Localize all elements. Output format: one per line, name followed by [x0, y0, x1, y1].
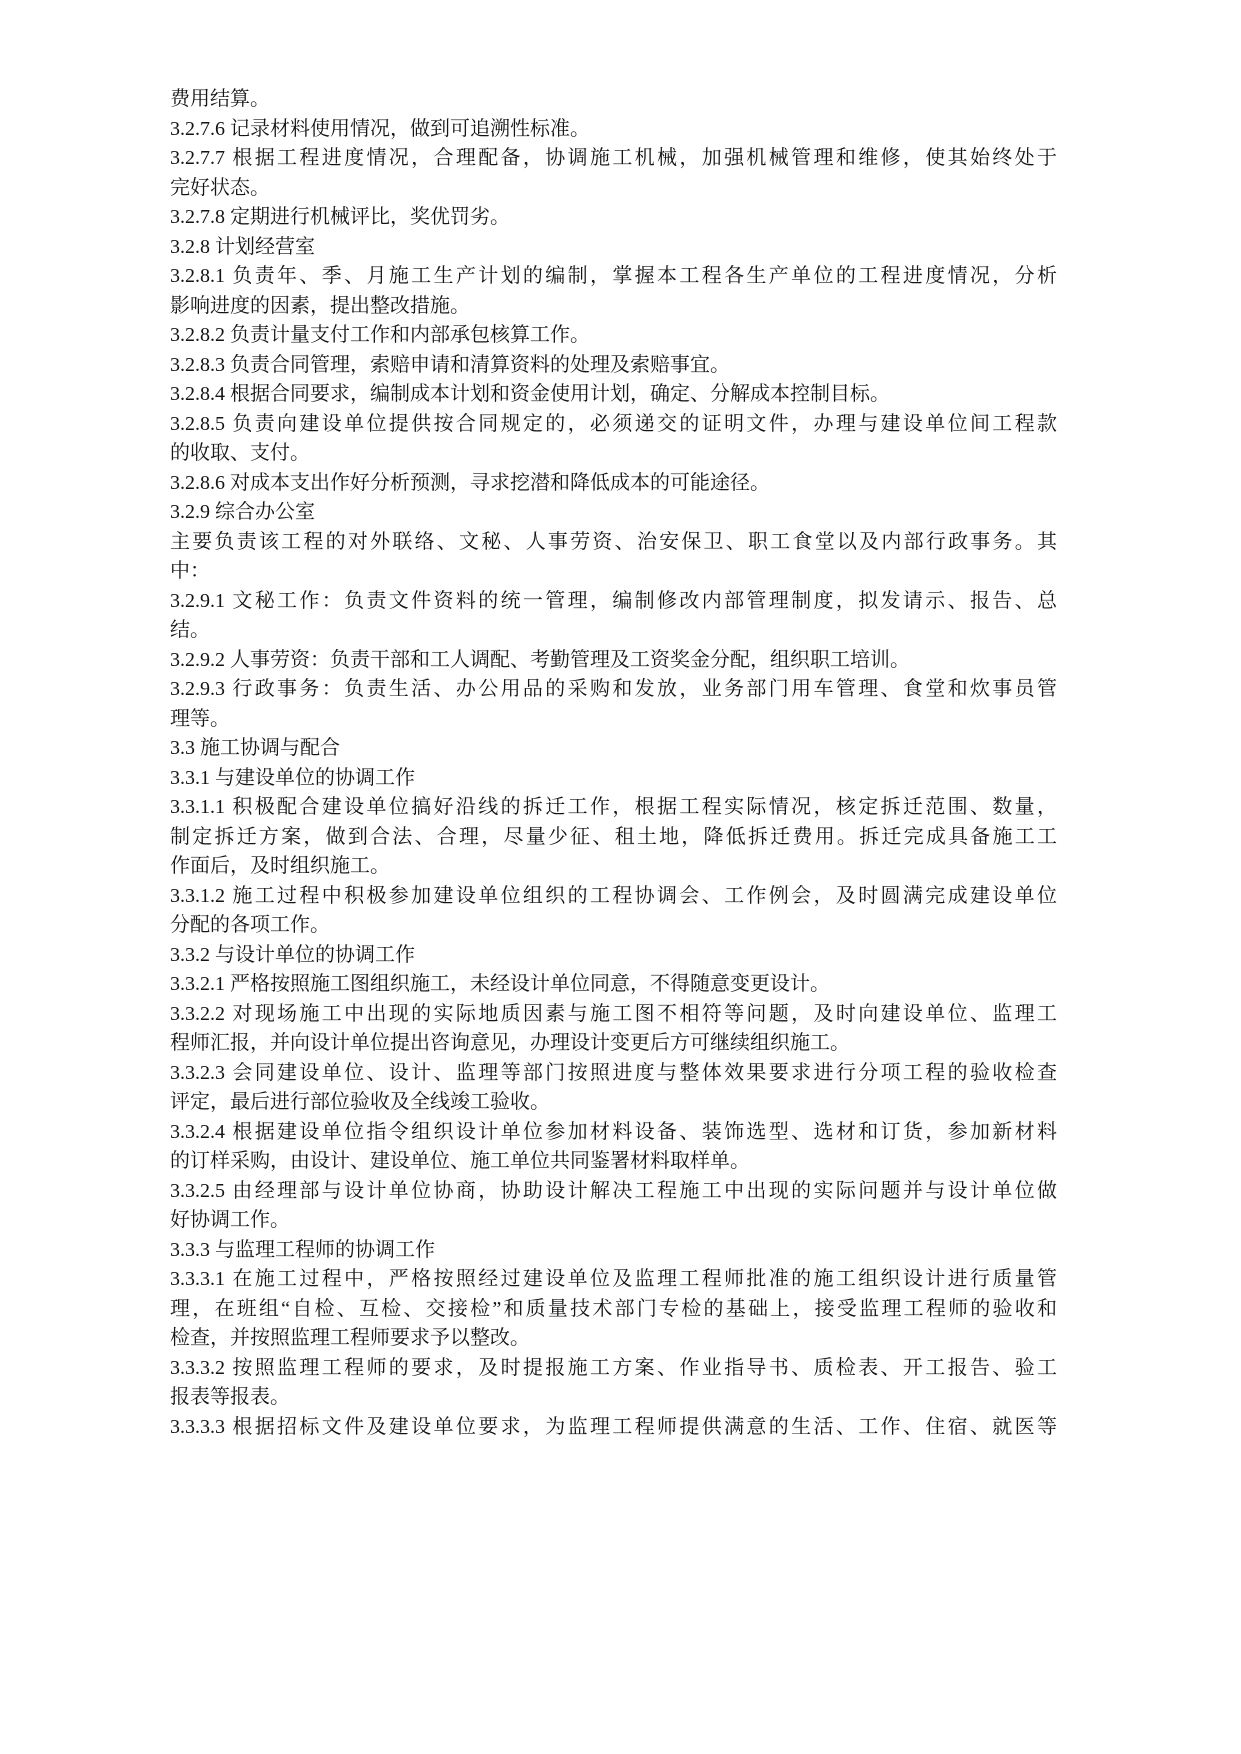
text-line: 3.2.8.1 负责年、季、月施工生产计划的编制，掌握本工程各生产单位的工程进度情况，分析	[170, 265, 1057, 287]
text-line: 3.2.9.3 行政事务：负责生活、办公用品的采购和发放，业务部门用车管理、食堂和炊事员管	[170, 678, 1057, 700]
section-heading: 3.2.9 综合办公室	[170, 501, 315, 523]
text-line: 3.2.8.2 负责计量支付工作和内部承包核算工作。	[170, 324, 590, 346]
section-heading: 3.2.8 计划经营室	[170, 235, 315, 258]
text-line: 检查，并按照监理工程师要求予以整改。	[170, 1327, 530, 1349]
text-line: 费用结算。	[170, 88, 270, 110]
text-line: 影响进度的因素，提出整改措施。	[170, 294, 470, 317]
text-line: 报表等报表。	[170, 1386, 290, 1408]
text-line: 3.3.1.2 施工过程中积极参加建设单位组织的工程协调会、工作例会，及时圆满完成建设单位	[170, 884, 1057, 907]
text-line: 作面后，及时组织施工。	[170, 855, 390, 877]
section-heading: 3.3 施工协调与配合	[170, 737, 340, 759]
text-line: 完好状态。	[170, 176, 270, 199]
text-line: 3.2.9.2 人事劳资：负责干部和工人调配、考勤管理及工资奖金分配，组织职工培训。	[170, 648, 910, 671]
text-line: 3.3.3.2 按照监理工程师的要求，及时提报施工方案、作业指导书、质检表、开工报告、验工	[170, 1356, 1057, 1379]
text-line: 的订样采购，由设计、建设单位、施工单位共同鉴署材料取样单。	[170, 1150, 750, 1172]
text-line: 3.3.2.5 由经理部与设计单位协商，协助设计解决工程施工中出现的实际问题并与设计单位做	[170, 1179, 1057, 1202]
text-line: 分配的各项工作。	[170, 914, 330, 936]
text-line: 3.2.7.7 根据工程进度情况，合理配备，协调施工机械，加强机械管理和维修，使其始终处于	[170, 147, 1057, 169]
text-line: 3.2.8.6 对成本支出作好分析预测，寻求挖潜和降低成本的可能途径。	[170, 471, 770, 494]
text-line: 程师汇报，并向设计单位提出咨询意见，办理设计变更后方可继续组织施工。	[170, 1032, 850, 1054]
text-line: 3.3.3.3 根据招标文件及建设单位要求，为监理工程师提供满意的生活、工作、住宿、就医等	[170, 1415, 1057, 1438]
section-heading: 3.3.2 与设计单位的协调工作	[170, 943, 415, 966]
text-line: 中：	[170, 560, 210, 582]
text-line: 好协调工作。	[170, 1209, 290, 1231]
section-heading: 3.3.1 与建设单位的协调工作	[170, 766, 415, 789]
text-line: 的收取、支付。	[170, 442, 310, 464]
text-line: 3.3.2.3 会同建设单位、设计、监理等部门按照进度与整体效果要求进行分项工程的验收检查	[170, 1061, 1057, 1084]
text-line: 3.2.7.6 记录材料使用情况，做到可追溯性标准。	[170, 117, 590, 140]
text-line: 3.2.9.1 文秘工作：负责文件资料的统一管理，编制修改内部管理制度，拟发请示、报告、总	[170, 589, 1057, 612]
text-line: 3.3.2.2 对现场施工中出现的实际地质因素与施工图不相符等问题，及时向建设单位、监理工	[170, 1002, 1057, 1025]
text-line: 理等。	[170, 707, 230, 730]
text-line: 3.3.1.1 积极配合建设单位搞好沿线的拆迁工作，根据工程实际情况，核定拆迁范围、数量，	[170, 796, 1057, 818]
document-body	[170, 85, 1057, 1442]
text-line: 3.2.8.3 负责合同管理，索赔申请和清算资料的处理及索赔事宜。	[170, 353, 730, 376]
text-line: 3.3.3.1 在施工过程中，严格按照经过建设单位及监理工程师批准的施工组织设计进行质量管	[170, 1268, 1057, 1290]
text-line: 结。	[170, 619, 210, 641]
text-line: 3.2.7.8 定期进行机械评比，奖优罚劣。	[170, 206, 510, 228]
text-line: 理，在班组“自检、互检、交接检”和质量技术部门专检的基础上，接受监理工程师的验收和	[170, 1297, 1057, 1320]
text-line: 3.3.2.1 严格按照施工图组织施工，未经设计单位同意，不得随意变更设计。	[170, 973, 830, 995]
text-line: 3.3.2.4 根据建设单位指令组织设计单位参加材料设备、装饰选型、选材和订货，参加新材料	[170, 1120, 1057, 1143]
text-line: 3.2.8.5 负责向建设单位提供按合同规定的，必须递交的证明文件，办理与建设单位间工程款	[170, 412, 1057, 435]
text-line: 评定，最后进行部位验收及全线竣工验收。	[170, 1091, 550, 1113]
text-line: 制定拆迁方案，做到合法、合理，尽量少征、租土地，降低拆迁费用。拆迁完成具备施工工	[170, 825, 1057, 848]
text-line: 3.2.8.4 根据合同要求，编制成本计划和资金使用计划，确定、分解成本控制目标。	[170, 383, 890, 405]
text-line: 主要负责该工程的对外联络、文秘、人事劳资、治安保卫、职工食堂以及内部行政事务。其	[170, 530, 1057, 553]
section-heading: 3.3.3 与监理工程师的协调工作	[170, 1238, 435, 1261]
